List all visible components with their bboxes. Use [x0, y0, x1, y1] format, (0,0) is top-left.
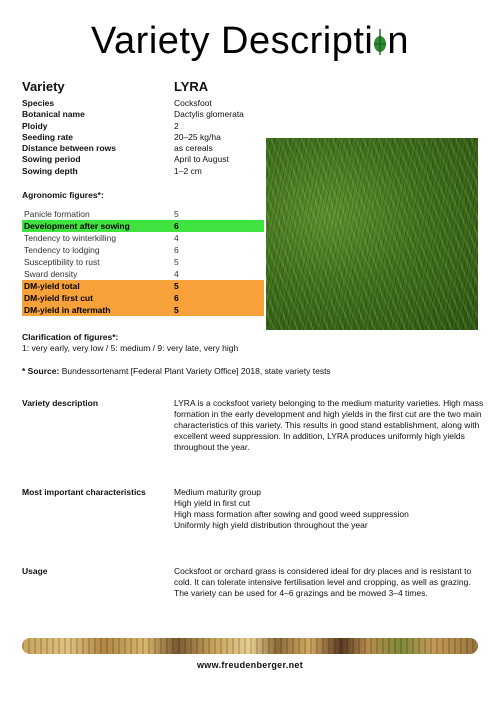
- spec-row: [22, 132, 272, 143]
- agronomic-value: 5: [174, 305, 179, 315]
- spec-label: Distance between rows: [22, 143, 117, 154]
- grass-photo: [266, 138, 478, 330]
- usage-text: Cocksfoot or orchard grass is considered ideal for dry places and is resistant to cold. It can tolerate intensive fertilisation level and cropping, as well as grazing. The variety can be used for 4–6 grazings and be mowed 3–4 times.: [174, 566, 472, 598]
- spec-value: Dactylis glomerata: [174, 109, 244, 120]
- seed-strip-image: [22, 638, 478, 654]
- agronomic-row: [22, 256, 264, 268]
- clarification-text: 1: very early, very low / 5: medium / 9: very late, very high: [22, 343, 239, 353]
- title-text-end: n: [387, 20, 409, 62]
- agronomic-row: [22, 220, 264, 232]
- agronomic-value: 4: [174, 233, 179, 243]
- spec-value: Cocksfoot: [174, 98, 212, 108]
- source-label: * Source:: [22, 366, 60, 376]
- agronomic-value: 5: [174, 257, 179, 267]
- characteristics-list: [174, 487, 484, 531]
- source-text: Bundessortenamt [Federal Plant Variety Office] 2018, state variety tests: [59, 366, 331, 376]
- agronomic-value: 4: [174, 269, 179, 279]
- agronomic-row: [22, 280, 264, 292]
- spec-value: 20–25 kg/ha: [174, 131, 221, 142]
- agronomic-value: 6: [174, 221, 179, 231]
- agronomic-row: [22, 208, 264, 220]
- agronomic-value: 6: [174, 245, 179, 255]
- characteristics-label: Most important characteristics: [22, 487, 146, 497]
- footer-url[interactable]: www.freudenberger.net: [197, 660, 303, 670]
- agronomic-row: [22, 268, 264, 280]
- spec-value: April to August: [174, 154, 229, 165]
- agronomic-value: 6: [174, 293, 179, 303]
- leaf-logo-icon: [373, 22, 387, 52]
- source-note: [22, 366, 331, 376]
- variety-description-label: Variety description: [22, 398, 99, 408]
- agronomic-row: [22, 244, 264, 256]
- agronomic-label: Panicle formation: [24, 209, 90, 219]
- spec-value: 2: [174, 120, 179, 131]
- spec-value: 1–2 cm: [174, 165, 202, 176]
- spec-label: Sowing period: [22, 154, 81, 165]
- agronomic-value: 5: [174, 281, 179, 291]
- agronomic-table: [22, 208, 264, 316]
- spec-value: as cereals: [174, 143, 213, 154]
- agronomic-row: [22, 292, 264, 304]
- spec-row: [22, 109, 272, 120]
- agronomic-title: Agronomic figures*:: [22, 190, 104, 200]
- spec-row: [22, 166, 272, 177]
- variety-label: Variety: [22, 79, 65, 94]
- agronomic-label: Development after sowing: [24, 221, 130, 231]
- usage-label: Usage: [22, 566, 48, 576]
- spec-row: [22, 154, 272, 165]
- agronomic-label: DM-yield first cut: [24, 293, 93, 303]
- spec-row: [22, 98, 272, 109]
- characteristic-item: High yield in first cut: [174, 498, 251, 508]
- spec-row: [22, 121, 272, 132]
- spec-label: Sowing depth: [22, 165, 78, 176]
- variety-description-text: LYRA is a cocksfoot variety belonging to the medium maturity varieties. High mass formation in the early development and high yields in the first cut are the two main characteristics of this variety. This results in good stand establishment, along with excellent weed suppression. In addition, LYRA produces uniformly high yields throughout the year.: [174, 398, 484, 452]
- agronomic-label: DM-yield in aftermath: [24, 305, 111, 315]
- agronomic-value: 5: [174, 209, 179, 219]
- agronomic-label: DM-yield total: [24, 281, 80, 291]
- spec-label: Seeding rate: [22, 131, 74, 142]
- agronomic-label: Tendency to winterkilling: [24, 233, 117, 243]
- agronomic-label: Susceptibility to rust: [24, 257, 100, 267]
- variety-value: LYRA: [174, 79, 209, 94]
- agronomic-row: [22, 304, 264, 316]
- characteristic-item: Medium maturity group: [174, 487, 261, 497]
- agronomic-label: Tendency to lodging: [24, 245, 100, 255]
- spec-row: [22, 143, 272, 154]
- agronomic-row: [22, 232, 264, 244]
- specs-table: [22, 98, 272, 177]
- page-title: [0, 20, 500, 63]
- title-text-start: Variety Descripti: [91, 20, 374, 62]
- spec-label: Ploidy: [22, 120, 48, 131]
- characteristic-item: High mass formation after sowing and good weed suppression: [174, 509, 409, 519]
- spec-label: Botanical name: [22, 109, 85, 120]
- clarification-title: Clarification of figures*:: [22, 332, 119, 342]
- agronomic-label: Sward density: [24, 269, 78, 279]
- characteristic-item: Uniformly high yield distribution throughout the year: [174, 520, 368, 530]
- spec-label: Species: [22, 98, 55, 108]
